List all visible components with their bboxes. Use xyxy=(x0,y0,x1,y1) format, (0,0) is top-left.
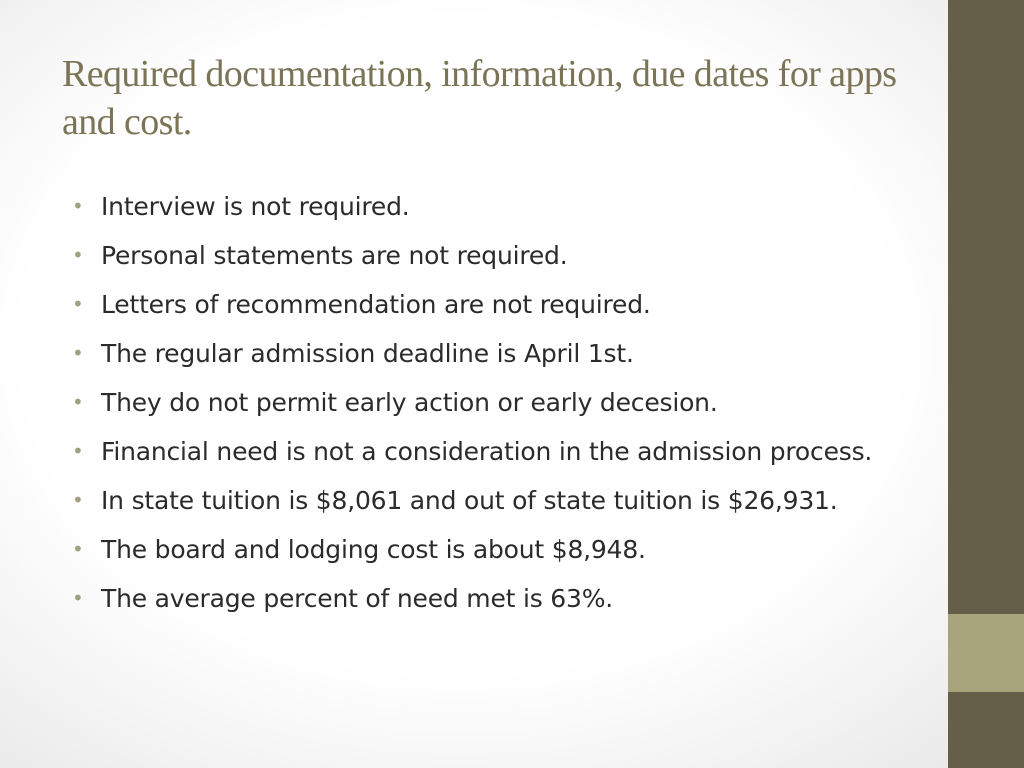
bullet-item xyxy=(72,186,892,227)
bullet-text: Financial need is not a consideration in the admission process. xyxy=(101,437,873,466)
sidebar-dark-block xyxy=(948,0,1024,614)
slide-title: Required documentation, information, due dates for apps and cost. xyxy=(62,53,897,143)
bullet-text: The average percent of need met is 63%. xyxy=(101,584,614,613)
bullet-text: The board and lodging cost is about $8,948. xyxy=(101,535,646,564)
bullet-item xyxy=(72,529,892,570)
bullet-list xyxy=(72,186,892,627)
bullet-item xyxy=(72,382,892,423)
bullet-text: Letters of recommendation are not required. xyxy=(101,290,651,319)
bullet-icon: • xyxy=(72,194,84,218)
bullet-text: Interview is not required. xyxy=(101,192,410,221)
bullet-icon: • xyxy=(72,488,84,512)
bullet-item xyxy=(72,333,892,374)
bullet-item xyxy=(72,578,892,619)
bullet-icon: • xyxy=(72,439,84,463)
bullet-icon: • xyxy=(72,243,84,267)
bullet-icon: • xyxy=(72,292,84,316)
bullet-icon: • xyxy=(72,341,84,365)
bullet-icon: • xyxy=(72,537,84,561)
bullet-icon: • xyxy=(72,586,84,610)
bullet-text: The regular admission deadline is April 1st. xyxy=(101,339,634,368)
bullet-item xyxy=(72,235,892,276)
bullet-item xyxy=(72,284,892,325)
sidebar-dark-block-bottom xyxy=(948,692,1024,768)
decorative-sidebar xyxy=(948,0,1024,768)
bullet-icon: • xyxy=(72,390,84,414)
bullet-item xyxy=(72,431,892,472)
bullet-text: In state tuition is $8,061 and out of state tuition is $26,931. xyxy=(101,486,838,515)
bullet-item xyxy=(72,480,892,521)
bullet-text: They do not permit early action or early decesion. xyxy=(101,388,718,417)
bullet-text: Personal statements are not required. xyxy=(101,241,568,270)
sidebar-light-block xyxy=(948,614,1024,692)
